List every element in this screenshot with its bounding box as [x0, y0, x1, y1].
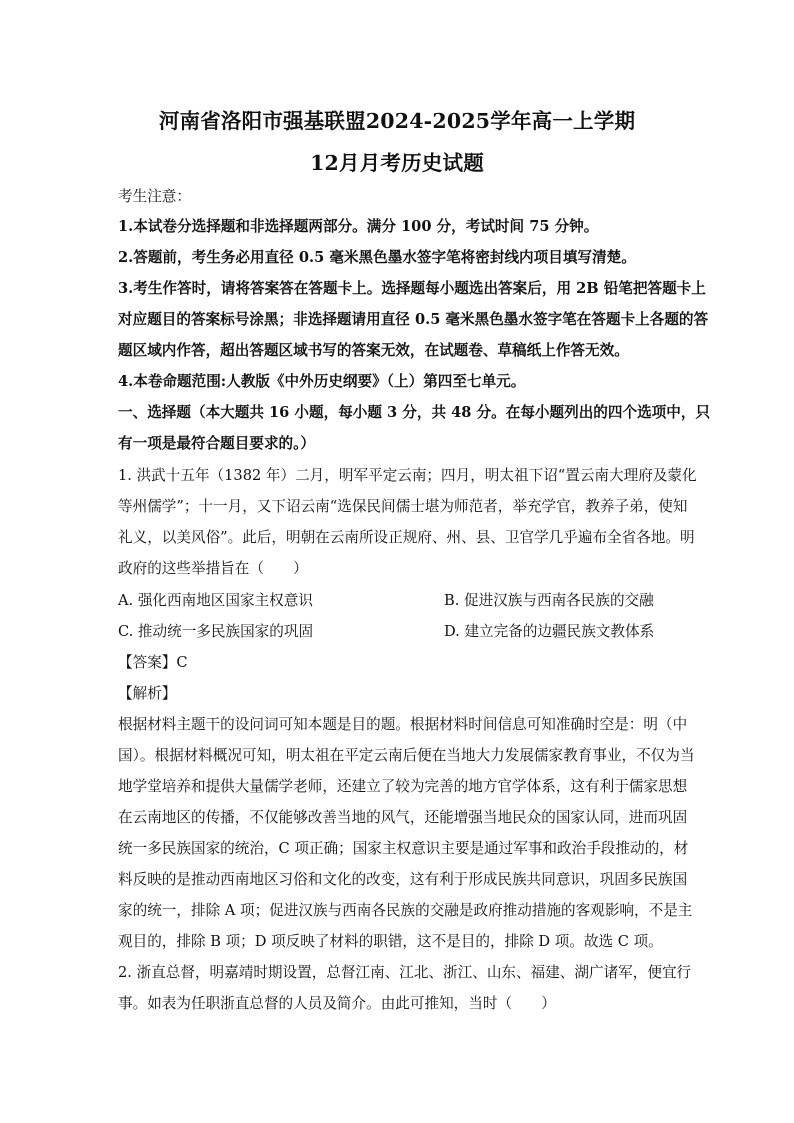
- notice-item: 3.考生作答时，请将答案答在答题卡上。选择题每小题选出答案后，用 2B 铅笔把答题卡上: [118, 280, 706, 297]
- q1-analysis-line: 家的统一，排除 A 项；促进汉族与西南各民族的交融是政府推动措施的客观影响，不是主: [118, 902, 693, 919]
- exam-title-line-1: 河南省洛阳市强基联盟2024-2025学年高一上学期: [158, 109, 636, 133]
- q2-stem-line: 2. 浙直总督，明嘉靖时期设置，总督江南、江北、浙江、山东、福建、湖广诸军，便宜行: [118, 964, 692, 981]
- q1-stem-line: 等州儒学”；十一月，又下诏云南“选保民间儒士堪为师范者，举充学官，教养子弟，使知: [118, 498, 688, 515]
- q1-option-a: A. 强化西南地区国家主权意识: [118, 592, 313, 609]
- notice-item: 1.本试卷分选择题和非选择题两部分。满分 100 分，考试时间 75 分钟。: [118, 218, 599, 235]
- section-heading: 一、选择题（本大题共 16 小题，每小题 3 分，共 48 分。在每小题列出的四个选项中，只: [118, 404, 711, 421]
- q1-stem-line: 政府的这些举措旨在（ ）: [118, 560, 308, 577]
- q1-analysis-label: 【解析】: [118, 685, 177, 702]
- q1-analysis-line: 地学堂培养和提供大量儒学老师，还建立了较为完善的地方官学体系，这有利于儒家思想: [118, 778, 688, 795]
- notice-heading: 考生注意：: [118, 188, 191, 205]
- notice-item: 对应题目的答案标号涂黑；非选择题请用直径 0.5 毫米黑色墨水签字笔在答题卡上各题的答: [118, 311, 709, 328]
- notice-item: 2.答题前，考生务必用直径 0.5 毫米黑色墨水签字笔将密封线内项目填写清楚。: [118, 249, 636, 266]
- notice-item: 题区域内作答，超出答题区域书写的答案无效，在试题卷、草稿纸上作答无效。: [118, 342, 629, 359]
- q1-analysis-line: 在云南地区的传播，不仅能够改善当地的风气，还能增强当地民众的国家认同，进而巩固: [118, 809, 688, 826]
- q1-stem-line: 礼义，以美风俗”。此后，明朝在云南所设正规府、州、县、卫官学几乎遍布全省各地。明: [118, 529, 695, 546]
- q1-analysis-line: 根据材料主题干的设问词可知本题是目的题。根据材料时间信息可知准确时空是：明（中: [118, 716, 688, 733]
- exam-title-line-2: 12月月考历史试题: [310, 151, 484, 175]
- q1-option-b: B. 促进汉族与西南各民族的交融: [444, 592, 654, 609]
- section-heading-cont: 有一项是最符合题目要求的。）: [118, 435, 316, 452]
- q1-answer: 【答案】C: [118, 654, 188, 671]
- q1-stem-line: 1. 洪武十五年（1382 年）二月，明军平定云南；四月，明太祖下诏“置云南大理府及蒙化: [118, 467, 697, 484]
- q1-option-d: D. 建立完备的边疆民族文教体系: [444, 623, 655, 640]
- q1-analysis-line: 统一多民族国家的统治，C 项正确；国家主权意识主要是通过军事和政治手段推动的，材: [118, 840, 689, 857]
- q2-stem-line: 事。如表为任职浙直总督的人员及简介。由此可推知，当时（ ）: [118, 995, 556, 1012]
- notice-item: 4.本卷命题范围:人教版《中外历史纲要》（上）第四至七单元。: [118, 373, 526, 390]
- q1-analysis-line: 观目的，排除 B 项；D 项反映了材料的职错，这不是目的，排除 D 项。故选 C 项。: [118, 933, 663, 950]
- q1-analysis-line: 料反映的是推动西南地区习俗和文化的改变，这有利于形成民族共同意识，巩固多民族国: [118, 871, 688, 888]
- q1-analysis-line: 国）。根据材料概况可知，明太祖在平定云南后便在当地大力发展儒家教育事业，不仅为当: [118, 747, 695, 764]
- q1-option-c: C. 推动统一多民族国家的巩固: [118, 623, 314, 640]
